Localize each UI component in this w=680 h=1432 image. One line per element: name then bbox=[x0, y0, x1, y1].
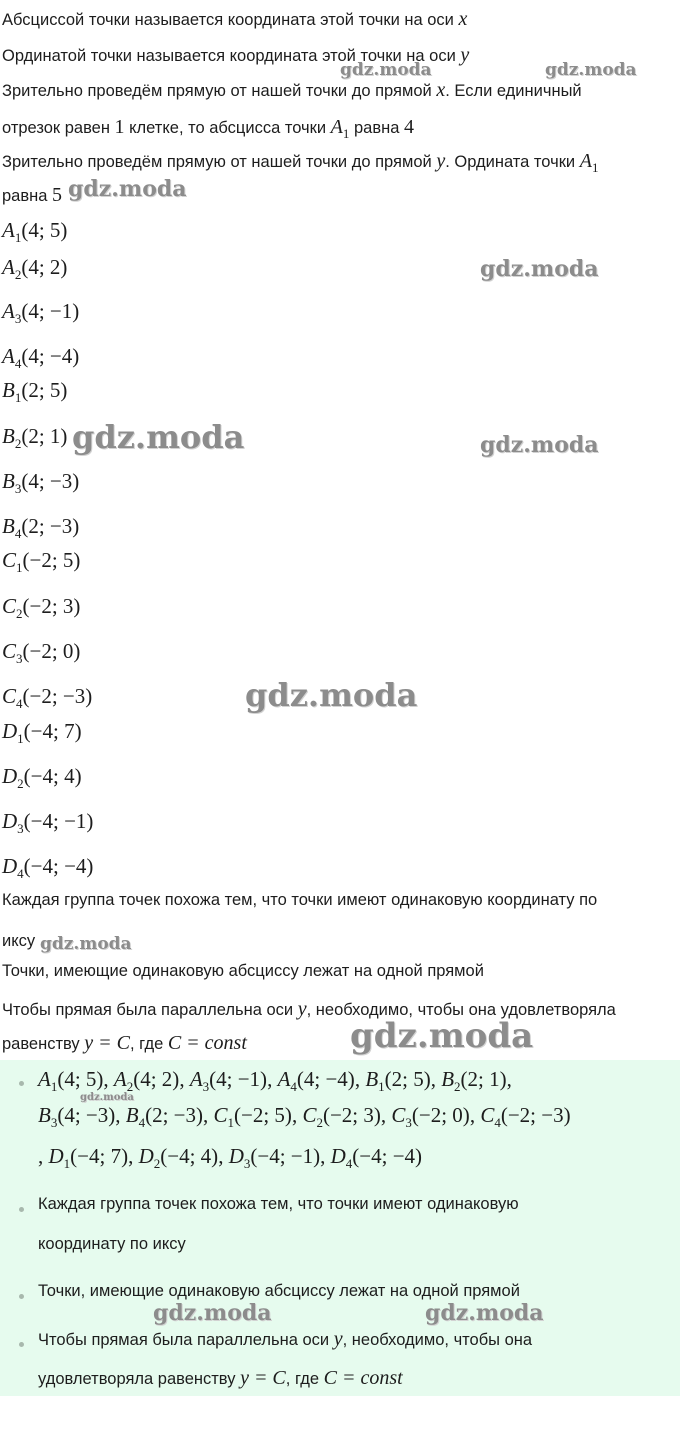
axis-x-symbol: x bbox=[458, 8, 468, 30]
point-d2: $D_2(-4$; 4) bbox=[2, 764, 82, 792]
point-c1: $C_1(-2$; 5) bbox=[2, 548, 81, 576]
point-a1: $A_1(4$; 5) bbox=[2, 218, 68, 246]
answer-points-line-3: , $D_1(-4$; 7), $D_2(-4$; 4), $D_3(-4$; −1), $D_4(-4$; −4) bbox=[38, 1144, 423, 1172]
watermark: gdz.moda bbox=[72, 418, 245, 456]
watermark: gdz.moda bbox=[480, 256, 599, 282]
abscissa-definition: Абсциссой точки называется координата этой точки на оси x bbox=[2, 8, 468, 30]
ordinate-definition: Ординатой точки называется координата этой точки на оси y bbox=[2, 44, 470, 66]
watermark: gdz.moda bbox=[350, 1016, 534, 1056]
point-d4: $D_4(-4$; −4) bbox=[2, 854, 94, 882]
y-projection-line-2: равна 5 bbox=[2, 184, 63, 206]
point-c3: $C_3(-2$; 0) bbox=[2, 639, 81, 667]
point-b4: $B_4(2$; −3) bbox=[2, 514, 80, 542]
similarity-line-2: иксу bbox=[2, 932, 36, 950]
point-b3: $B_3(4$; −3) bbox=[2, 469, 80, 497]
same-abscissa-statement: Точки, имеющие одинаковую абсциссу лежат на одной прямой bbox=[2, 962, 484, 980]
watermark: gdz.moda bbox=[545, 60, 637, 80]
watermark: gdz.moda bbox=[245, 676, 418, 714]
watermark: gdz.moda bbox=[340, 60, 432, 80]
axis-y-symbol: y bbox=[460, 44, 470, 66]
y-projection-line-1: Зрительно проведём прямую от нашей точки до прямой y. Ордината точки $A_1$ bbox=[2, 150, 599, 175]
parallel-condition-line-2: равенству y = C, где C = const bbox=[2, 1032, 247, 1054]
watermark: gdz.moda bbox=[153, 1300, 272, 1326]
watermark: gdz.moda bbox=[68, 176, 187, 202]
bullet-dot-icon bbox=[19, 1342, 24, 1347]
watermark: gdz.moda bbox=[40, 934, 132, 954]
point-a3: $A_3(4$; −1) bbox=[2, 299, 80, 327]
answer-similarity-line-2: координату по иксу bbox=[38, 1235, 186, 1253]
point-a4: $A_4(4$; −4) bbox=[2, 344, 80, 372]
answer-points-line-1: $A_1(4$; 5), $A_2(4$; 2), $A_3(4$; −1), $A_4(4$; −4), $B_1(2$; 5), $B_2(2$; 1), bbox=[38, 1067, 512, 1095]
answer-points-line-2: $B_3(4$; −3), $B_4(2$; −3), $C_1(-2$; 5), $C_2(-2$; 3), $C_3(-2$; 0), $C_4(-2$; −3) bbox=[38, 1103, 571, 1131]
x-projection-line-1: Зрительно проведём прямую от нашей точки до прямой x. Если единичный bbox=[2, 79, 582, 101]
watermark: gdz.moda bbox=[480, 432, 599, 458]
answer-summary-box bbox=[0, 1060, 680, 1396]
bullet-dot-icon bbox=[19, 1081, 24, 1086]
point-d1: $D_1(-4$; 7) bbox=[2, 719, 82, 747]
answer-parallel-line-2: удовлетворяла равенству y = C, где C = const bbox=[38, 1367, 403, 1389]
answer-same-abscissa: Точки, имеющие одинаковую абсциссу лежат на одной прямой bbox=[38, 1282, 520, 1300]
bullet-dot-icon bbox=[19, 1207, 24, 1212]
point-c4: $C_4(-2$; −3) bbox=[2, 684, 93, 712]
point-b2: $B_2(2$; 1) bbox=[2, 424, 68, 452]
point-a2: $A_2(4$; 2) bbox=[2, 255, 68, 283]
parallel-condition-line-1: Чтобы прямая была параллельна оси y, необходимо, чтобы она удовлетворяла bbox=[2, 998, 616, 1020]
answer-parallel-line-1: Чтобы прямая была параллельна оси y, необходимо, чтобы она bbox=[38, 1328, 533, 1350]
x-projection-line-2: отрезок равен 1 клетке, то абсцисса точки $A_1$ равна 4 bbox=[2, 116, 414, 141]
similarity-line-1: Каждая группа точек похожа тем, что точки имеют одинаковую координату по bbox=[2, 891, 598, 909]
bullet-dot-icon bbox=[19, 1294, 24, 1299]
watermark: gdz.moda bbox=[80, 1092, 134, 1103]
answer-similarity-line-1: Каждая группа точек похожа тем, что точки имеют одинаковую bbox=[38, 1195, 519, 1213]
point-b1: $B_1(2$; 5) bbox=[2, 378, 68, 406]
point-d3: $D_3(-4$; −1) bbox=[2, 809, 94, 837]
point-c2: $C_2(-2$; 3) bbox=[2, 594, 81, 622]
watermark: gdz.moda bbox=[425, 1300, 544, 1326]
